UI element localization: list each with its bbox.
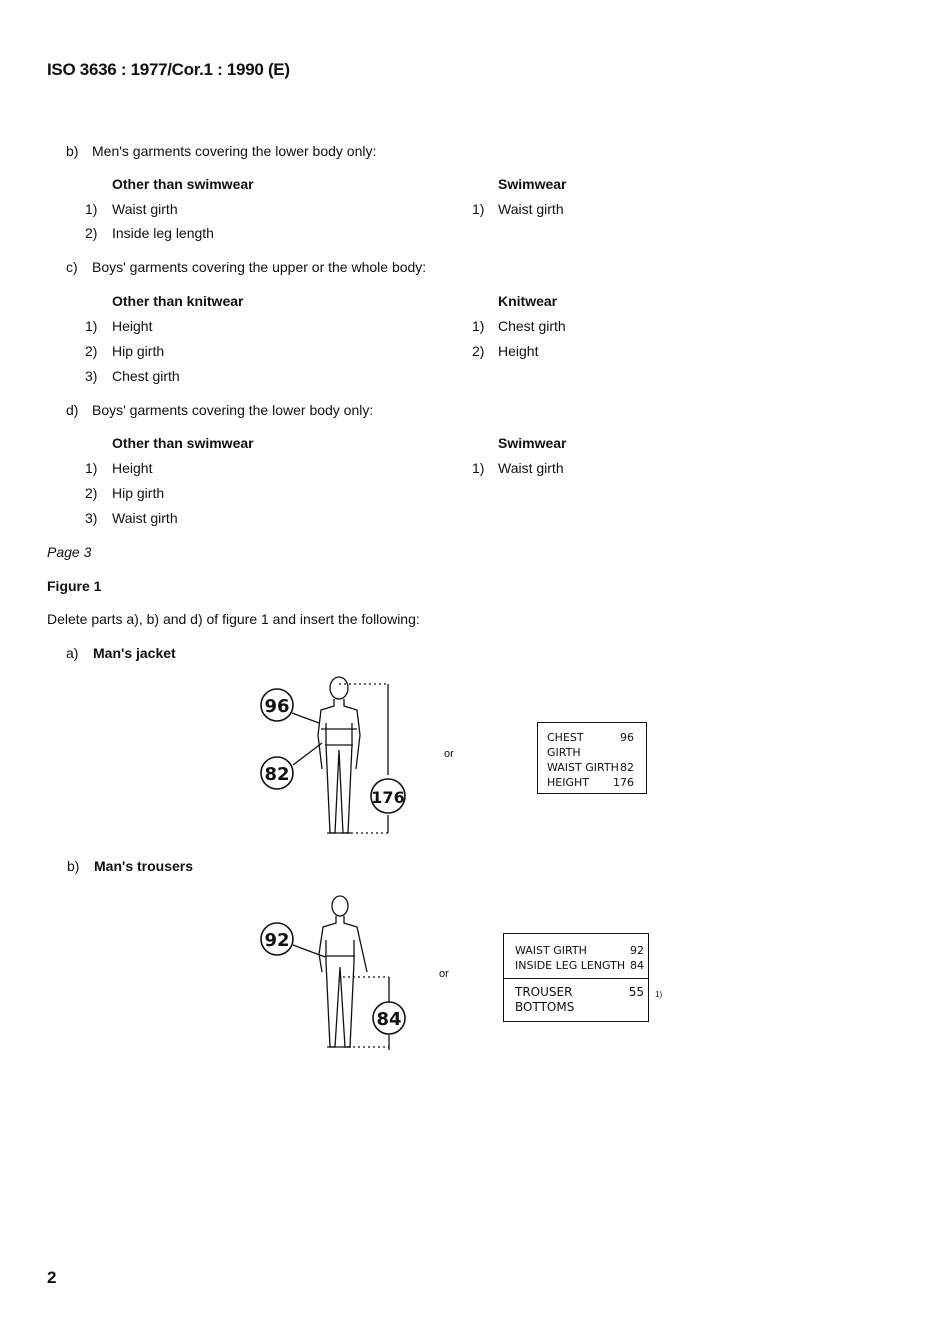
section-b-left-heading: Other than swimwear: [112, 176, 254, 192]
trousers-size-label-box: [503, 933, 649, 1022]
label-box-top: [504, 934, 648, 979]
leg-value: 84: [376, 1009, 402, 1030]
trousers-or-label: or: [439, 968, 449, 980]
section-c-left-heading: Other than knitwear: [112, 293, 244, 309]
section-b-right-heading: Swimwear: [498, 176, 567, 192]
list-item-number: 1): [85, 460, 98, 476]
waist-value: 92: [264, 930, 290, 951]
list-item-number: 2): [85, 225, 98, 241]
section-d-label: d): [66, 402, 79, 418]
list-item: Height: [498, 343, 539, 359]
list-item: Hip girth: [112, 485, 165, 501]
label-name: HEIGHT: [547, 776, 589, 789]
section-c-label: c): [66, 259, 78, 275]
section-b-label: b): [66, 143, 79, 159]
list-item-number: 3): [85, 510, 98, 526]
label-row: [547, 760, 646, 775]
list-item-number: 2): [85, 343, 98, 359]
label-value: 96: [620, 731, 634, 744]
list-item: Waist girth: [112, 201, 178, 217]
label-value: 82: [620, 761, 634, 774]
page-reference: Page 3: [47, 544, 92, 560]
label-name: INSIDE LEG LENGTH: [515, 959, 626, 972]
list-item: Height: [112, 460, 153, 476]
jacket-size-label-box: [537, 722, 647, 794]
section-d-right-heading: Swimwear: [498, 435, 567, 451]
chest-value: 96: [264, 696, 290, 717]
section-d-intro: Boys' garments covering the lower body only:: [92, 402, 374, 418]
trousers-label: b): [67, 858, 80, 874]
page-number: 2: [47, 1268, 57, 1287]
list-item-number: 1): [472, 460, 485, 476]
label-value: 92: [630, 944, 644, 957]
list-item: Chest girth: [112, 368, 180, 384]
instruction-text: Delete parts a), b) and d) of figure 1 and insert the following:: [47, 611, 420, 627]
chest-leader-line: [292, 713, 319, 723]
list-item-number: 2): [85, 485, 98, 501]
label-name: TROUSER BOTTOMS: [515, 985, 575, 1014]
label-name: CHEST GIRTH: [547, 731, 584, 759]
label-name: WAIST GIRTH: [515, 944, 587, 957]
label-row: [547, 730, 646, 760]
label-value: 84: [630, 959, 644, 972]
page-header-title: ISO 3636 : 1977/Cor.1 : 1990 (E): [47, 60, 290, 79]
list-item: Waist girth: [112, 510, 178, 526]
list-item: Waist girth: [498, 460, 564, 476]
label-value: 55: [628, 985, 644, 999]
label-row: [547, 775, 646, 790]
jacket-figure: [255, 675, 415, 840]
body-outline: [319, 896, 367, 1047]
label-row: [504, 979, 648, 1021]
footnote-reference: 1): [655, 990, 663, 999]
list-item-number: 1): [85, 201, 98, 217]
list-item: Chest girth: [498, 318, 566, 334]
list-item: Waist girth: [498, 201, 564, 217]
jacket-title: Man's jacket: [93, 645, 176, 661]
list-item: Inside leg length: [112, 225, 214, 241]
label-row: [515, 958, 644, 973]
list-item: Hip girth: [112, 343, 165, 359]
waist-value: 82: [264, 764, 290, 785]
jacket-or-label: or: [444, 748, 454, 760]
list-item-number: 1): [85, 318, 98, 334]
list-item-number: 1): [472, 318, 485, 334]
figure-heading: Figure 1: [47, 578, 102, 594]
section-c-right-heading: Knitwear: [498, 293, 558, 309]
section-d-left-heading: Other than swimwear: [112, 435, 254, 451]
trousers-title: Man's trousers: [94, 858, 194, 874]
list-item-number: 1): [472, 201, 485, 217]
trousers-figure: [255, 890, 415, 1055]
label-value: 176: [613, 776, 634, 789]
height-value: 176: [371, 788, 405, 807]
list-item-number: 2): [472, 343, 485, 359]
list-item-number: 3): [85, 368, 98, 384]
section-b-intro: Men's garments covering the lower body only:: [92, 143, 377, 159]
label-name: WAIST GIRTH: [547, 761, 619, 774]
waist-leader-line: [293, 743, 322, 765]
body-outline: [318, 677, 360, 833]
label-row: [515, 943, 644, 958]
list-item: Height: [112, 318, 153, 334]
section-c-intro: Boys' garments covering the upper or the whole body:: [92, 259, 427, 275]
jacket-label: a): [66, 645, 79, 661]
